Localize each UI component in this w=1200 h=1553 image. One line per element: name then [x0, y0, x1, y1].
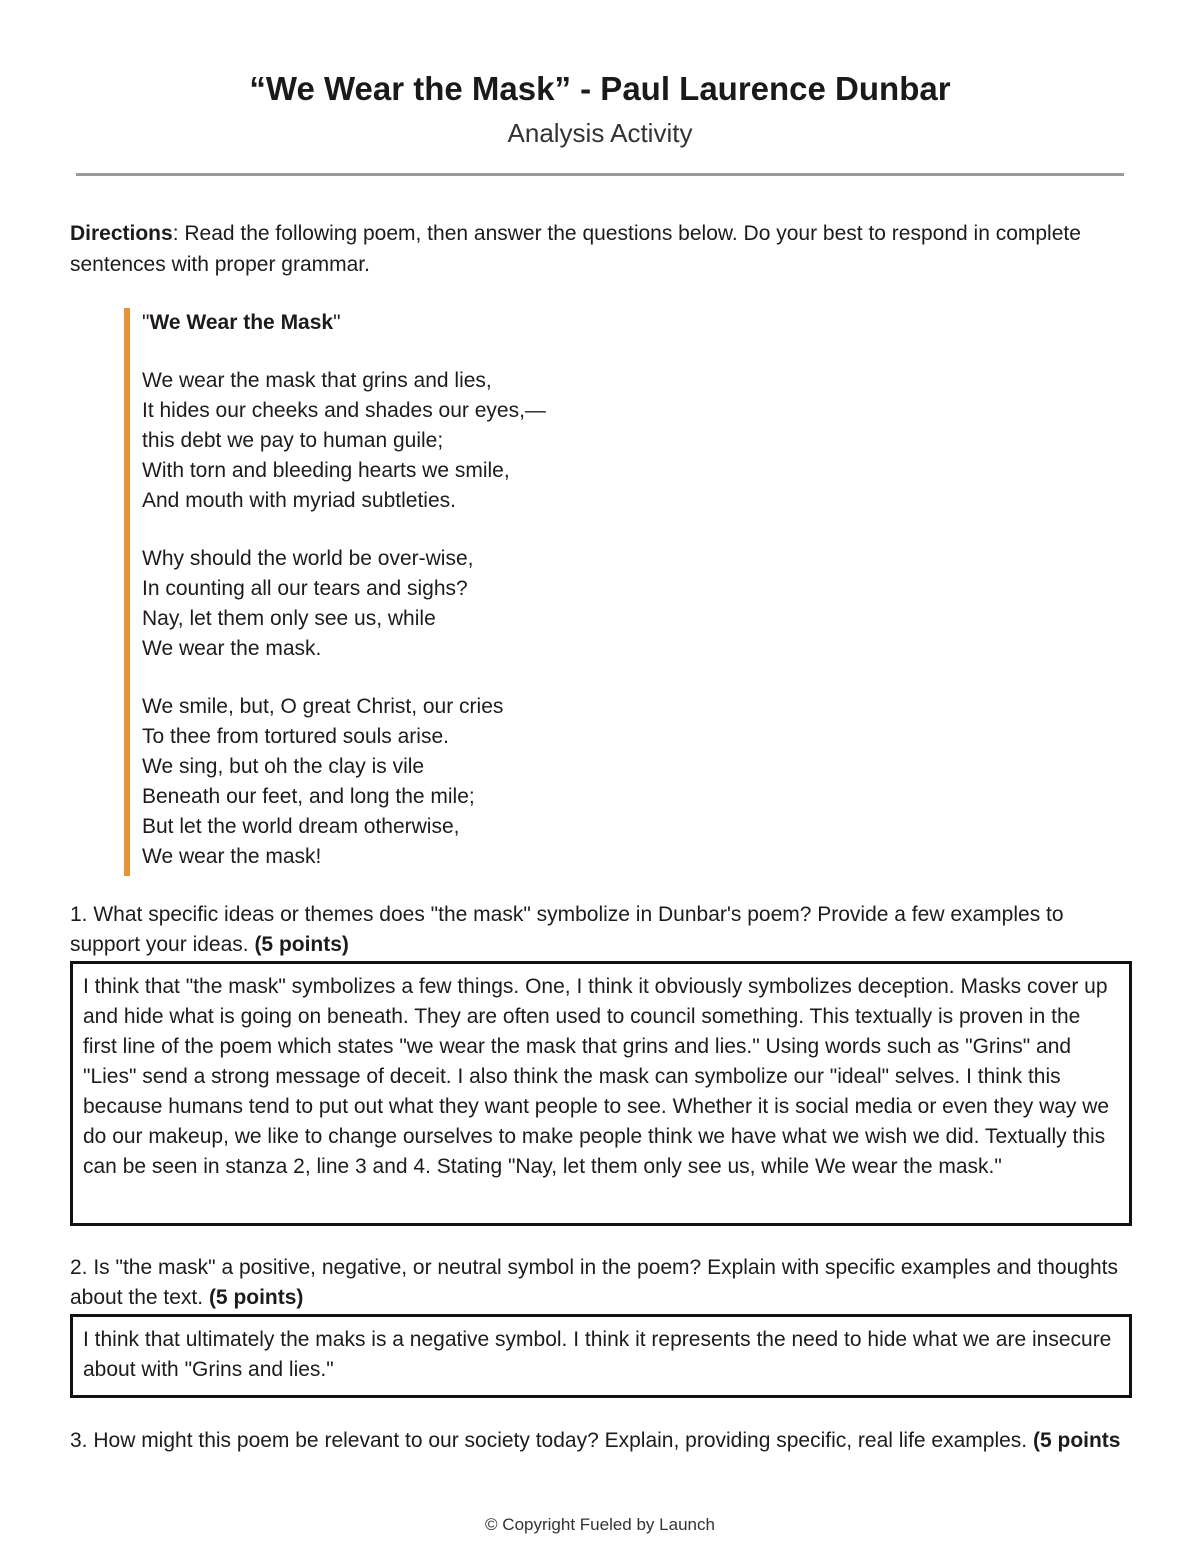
poem-line: We wear the mask that grins and lies,	[142, 369, 492, 392]
poem-line: We smile, but, O great Christ, our cries	[142, 695, 504, 718]
copyright-footer: © Copyright Fueled by Launch	[485, 1515, 715, 1534]
poem-line: But let the world dream otherwise,	[142, 815, 460, 838]
poem-block	[124, 308, 824, 876]
question-3-points: (5 points	[1032, 1429, 1121, 1452]
poem-line: And mouth with myriad subtleties.	[142, 489, 456, 512]
poem-stanza-1	[142, 366, 824, 516]
poem-stanza-3	[142, 692, 824, 872]
question-1-text: 1. What specific ideas or themes does "the mask" symbolize in Dunbar's poem? Provide a few examples to support your ideas.	[70, 903, 1064, 956]
poem-line: In counting all our tears and sighs?	[142, 577, 468, 600]
directions-text: : Read the following poem, then answer the questions below. Do your best to respond in complete sentences with proper grammar.	[70, 222, 1081, 276]
answer-1-box[interactable]: I think that "the mask" symbolizes a few things. One, I think it obviously symbolizes deception. Masks cover up and hide what is going on beneath. They are often used to council something. This textually is proven in the first line of the poem which states "we wear the mask that grins and lies." Using words such as "Grins" and "Lies" send a strong message of deceit. I also think the mask can symbolize our "ideal" selves. I think this because humans tend to put out what they want people to see. Whether it is social media or even they way we do our makeup, we like to change ourselves to make people think we have what we wish we did. Textually this can be seen in stanza 2, line 3 and 4. Stating "Nay, let them only see us, while We wear the mask."	[70, 961, 1132, 1226]
question-2-points: (5 points)	[208, 1286, 304, 1309]
poem-line: Beneath our feet, and long the mile;	[142, 785, 475, 808]
poem-title: "We Wear the Mask"	[142, 311, 341, 334]
poem-line: With torn and bleeding hearts we smile,	[142, 459, 510, 482]
page-title: “We Wear the Mask” - Paul Laurence Dunbar	[249, 70, 951, 107]
question-2	[70, 1253, 1135, 1313]
poem-line: Nay, let them only see us, while	[142, 607, 436, 630]
poem-stanza-2	[142, 544, 824, 664]
answer-2-box[interactable]: I think that ultimately the maks is a negative symbol. I think it represents the need to hide what we are insecure about with "Grins and lies."	[70, 1314, 1132, 1398]
directions	[70, 218, 1130, 280]
directions-label: Directions	[70, 222, 173, 245]
question-1-points: (5 points)	[254, 933, 349, 956]
poem-line: We sing, but oh the clay is vile	[142, 755, 425, 778]
poem-line: this debt we pay to human guile;	[142, 429, 444, 452]
poem-line: It hides our cheeks and shades our eyes,—	[142, 399, 546, 422]
poem-line: Why should the world be over-wise,	[142, 547, 474, 570]
question-3-text: 3. How might this poem be relevant to our society today? Explain, providing specific, real life examples.	[70, 1429, 1033, 1452]
question-2-text: 2. Is "the mask" a positive, negative, or neutral symbol in the poem? Explain with specific examples and thoughts about the text.	[70, 1256, 1118, 1309]
header-divider	[76, 173, 1124, 176]
question-1	[70, 900, 1135, 960]
page-subtitle: Analysis Activity	[507, 118, 693, 148]
poem-line: We wear the mask!	[142, 845, 322, 868]
poem-line: To thee from tortured souls arise.	[142, 725, 449, 748]
poem-line: We wear the mask.	[142, 637, 322, 660]
question-3	[70, 1426, 1135, 1456]
